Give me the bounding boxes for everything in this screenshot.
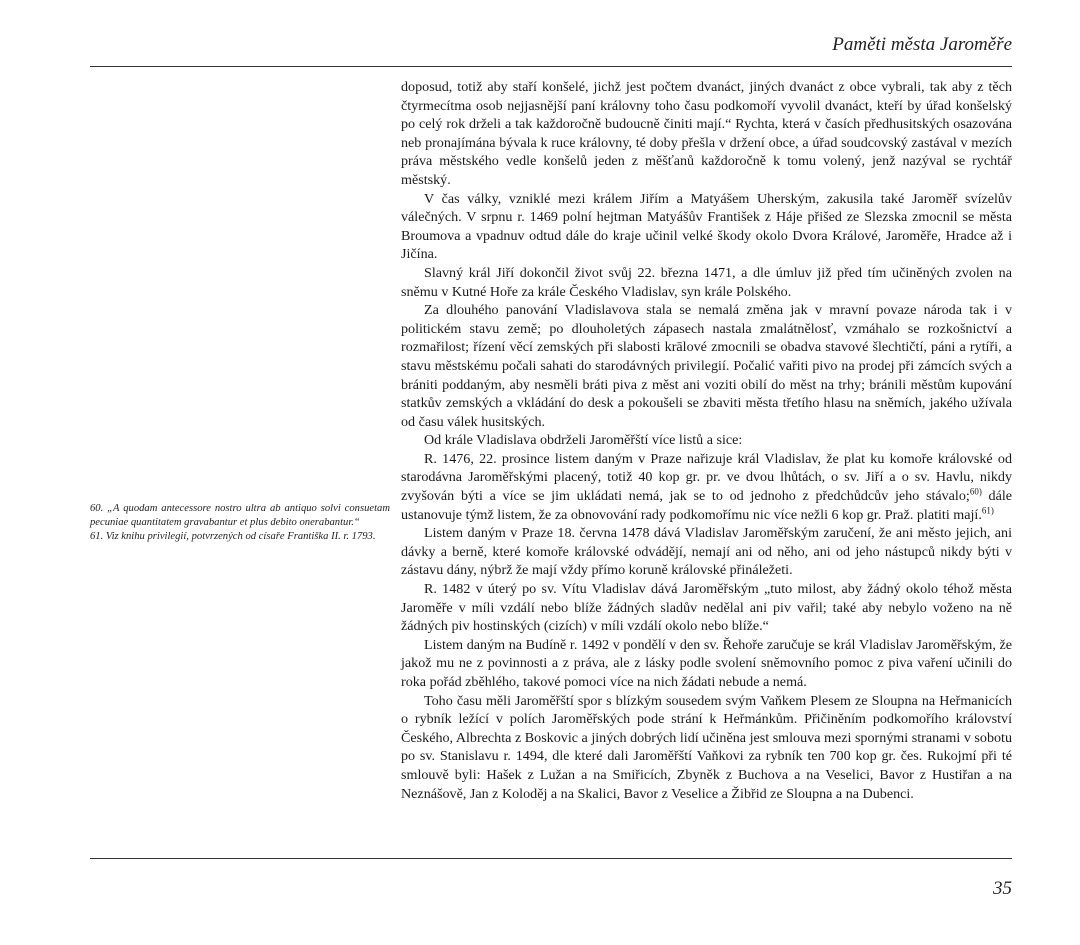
header-rule: [90, 66, 1012, 67]
paragraph-1476-text: R. 1476, 22. prosince listem daným v Praze nařizuje král Vladislav, že plat ku komoře královské od starodávna Jaroměřskými placený, totiž 40 kop gr. pr. ve dvou lhůtách, o sv. Jiří a o sv. Havlu, nikdy zvyšován býti a více se jim ukládati nemá, jak se to od jednoho z předchůdcův jeho stávalo;: [401, 450, 1012, 505]
paragraph-1476: [401, 450, 1012, 524]
paragraph: R. 1482 v úterý po sv. Vítu Vladislav dává Jaroměřským „tuto milost, aby žádný okolo téhož města Jaroměře v míli vzdálí nebo blíže žádných sladův nedělal ani piv vařil; také aby nebylo voženo na ně žádných piv hostinských (cizích) v míli vzdálí okolo nebo blíže.“: [401, 581, 1012, 635]
paragraph: Toho času měli Jaroměřští spor s blízkým sousedem svým Vaňkem Plesem ze Sloupna na Heřmanicích o rybník ležící v polích Jaroměřských pode strání k Heřmánkům. Přičiněním podkomořího království Českého, Albrechta z Boskovic a jiných dobrých lidí učiněna jest smlouva mezi spornými stranami v sobotu po sv. Stanislavu r. 1494, dle které dali Jaroměřští Vaňkovi za rybník ten 700 kop gr. čes. Rukojmí při té smlouvě byli: Hašek z Lužan a na Smiřicích, Zbyněk z Buchova a na Veselici, Bavor z Hustiřan a na Neznášově, Jan z Koloděj a na Skalici, Bavor z Veselice a Žibřid ze Sloupna a na Dubenci.: [401, 692, 1012, 802]
footnote-ref-61: 61): [981, 504, 994, 515]
page-number: 35: [993, 878, 1012, 899]
footnotes: [90, 502, 390, 544]
paragraph: Od krále Vladislava obdrželi Jaroměřští více listů a sice:: [424, 432, 743, 449]
paragraph: doposud, totiž aby staří konšelé, jichž jest počtem dvanáct, jiných dvanáct z obce vybrali, tak aby z těch čtyrmecítma osob nejjasnější paní královny toho času podkomoří vyvolil dvanáct, kteří by úřad konšelský po celý rok drželi a tak každoročně budoucně činiti mají.“ Rychta, která v časích předhusitských osazována neb pronajímána bývala k ruce královny, té doby přešla v držení obce, a úřad soudcovský zastával v mezích práva městského vedle konšelů jeden z měšťanů každoročně k tomu volený, jenž nazýval se rychtář městský.: [401, 79, 1012, 188]
paragraph: Listem daným na Budíně r. 1492 v pondělí v den sv. Řehoře zaručuje se král Vladislav Jaroměřským, že jakož mu ne z povinnosti a z práva, ale z lásky podle svolení sněmovního pomoc z piva vaření učinili do roka pořád zběhlého, takové pomoci více na nich žádati nebude a nemá.: [401, 636, 1012, 690]
running-header-title: Paměti města Jaroměře: [832, 34, 1012, 55]
paragraph: Slavný král Jiří dokončil život svůj 22. března 1471, a dle úmluv již před tím učiněných zvolen na sněmu v Kutné Hoře za krále Českého Vladislav, syn krále Polského.: [401, 264, 1012, 300]
main-text: [401, 78, 1012, 803]
paragraph: V čas války, vzniklé mezi králem Jiřím a Matyášem Uherským, zakusila také Jaroměř svízelův válečných. V srpnu r. 1469 polní hejtman Matyášův František z Háje přišed ze Slezska zmocnil se města Broumova a vpadnuv odtud dále do kraje učinil velké škody okolo Dvora Králové, Jaroměře, Hradce až i Jičína.: [401, 190, 1012, 263]
footer-rule: [90, 858, 1012, 859]
footnote-ref-60: 60): [969, 486, 982, 497]
paragraph: Listem daným v Praze 18. června 1478 dává Vladislav Jaroměřským zaručení, že ani město jejich, ani dávky a berně, které komoře královské odvádějí, nemají ani od něho, ani od jeho nástupců nikdy býti v zástavu dány, nýbrž že mají vždy přímo koruně královské přináležeti.: [401, 525, 1012, 579]
paragraph: Za dlouhého panování Vladislavova stala se nemalá změna jak v mravní povaze národa tak i v politickém stavu země; po dlouholetých zápasech nastala zmalátnělosť, vzmáhalo se rozkošnictví a rozmařilost; řízení věcí zemských při slabosti krālové zmocnili se obadva stavové šlechtičtí, páni a rytíři, a stavu městskému počali sahati do starodávných privilegií. Počalić vařiti pivo na prodej při zámcích svých a brániti poddaným, aby nesměli bráti piva z měst ani voziti obilí do měst na trhy; bránili městům kupování statkův zemských a vkládání do desk a pokoušeli se zbaviti města třetího hlasu na sněmích, jakého užívala od času válek husitských.: [401, 302, 1012, 430]
paragraph-1476-text-cont: dále ustanovuje týmž listem, že za obnovování rady podkomořímu nic více nežli 6 kop gr. Praž. platiti mají.: [401, 488, 1012, 523]
footnote-61: 61. Viz knihu privilegií, potvrzených od císaře Františka II. r. 1793.: [90, 531, 376, 542]
footnote-60: 60. „A quodam antecessore nostro ultra ab antiquo solvi consuetam pecuniae quantitatem gravabantur et plus debito onerabantur.“: [90, 503, 390, 528]
